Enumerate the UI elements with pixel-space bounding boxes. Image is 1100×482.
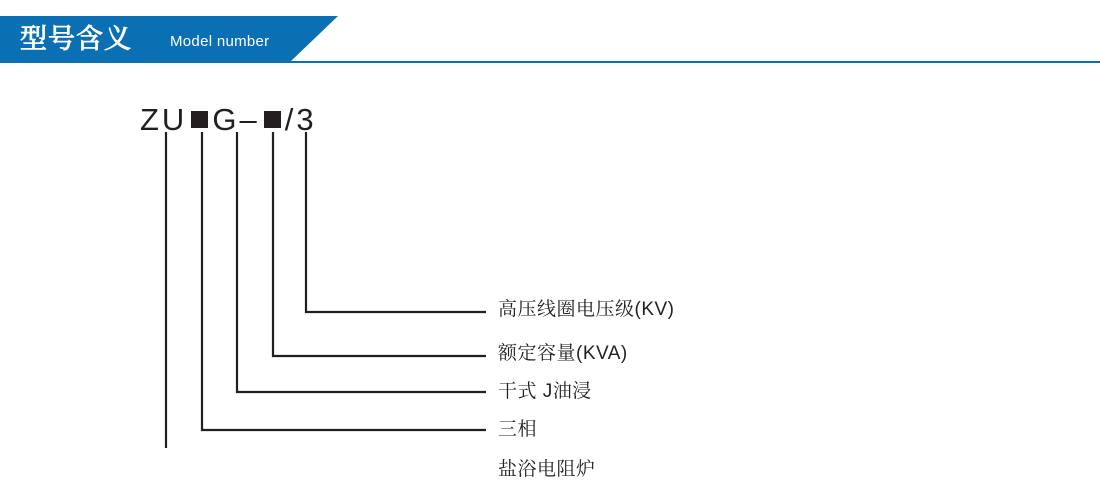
callout-label-salt-bath-furnace: 盐浴电阻炉: [498, 459, 596, 480]
callout-label-rated-capacity: 额定容量(KVA): [498, 343, 628, 364]
model-code-segment: –: [239, 102, 260, 137]
model-code-segment: ZU: [140, 102, 188, 137]
header-divider: [0, 61, 1100, 63]
section-header: [0, 16, 1100, 62]
header-bar-tail: [290, 16, 338, 62]
page-title: 型号含义: [20, 24, 132, 54]
model-code-segment: G: [212, 102, 240, 137]
callout-label-dry-oil-type: 干式 J油浸: [498, 381, 592, 402]
model-number-diagram: [0, 70, 1100, 480]
model-code-segment: /3: [284, 102, 317, 137]
callout-label-hv-coil-voltage: 高压线圈电压级(KV): [498, 299, 675, 320]
callout-label-three-phase: 三相: [498, 419, 538, 440]
page-subtitle: Model number: [170, 33, 270, 50]
